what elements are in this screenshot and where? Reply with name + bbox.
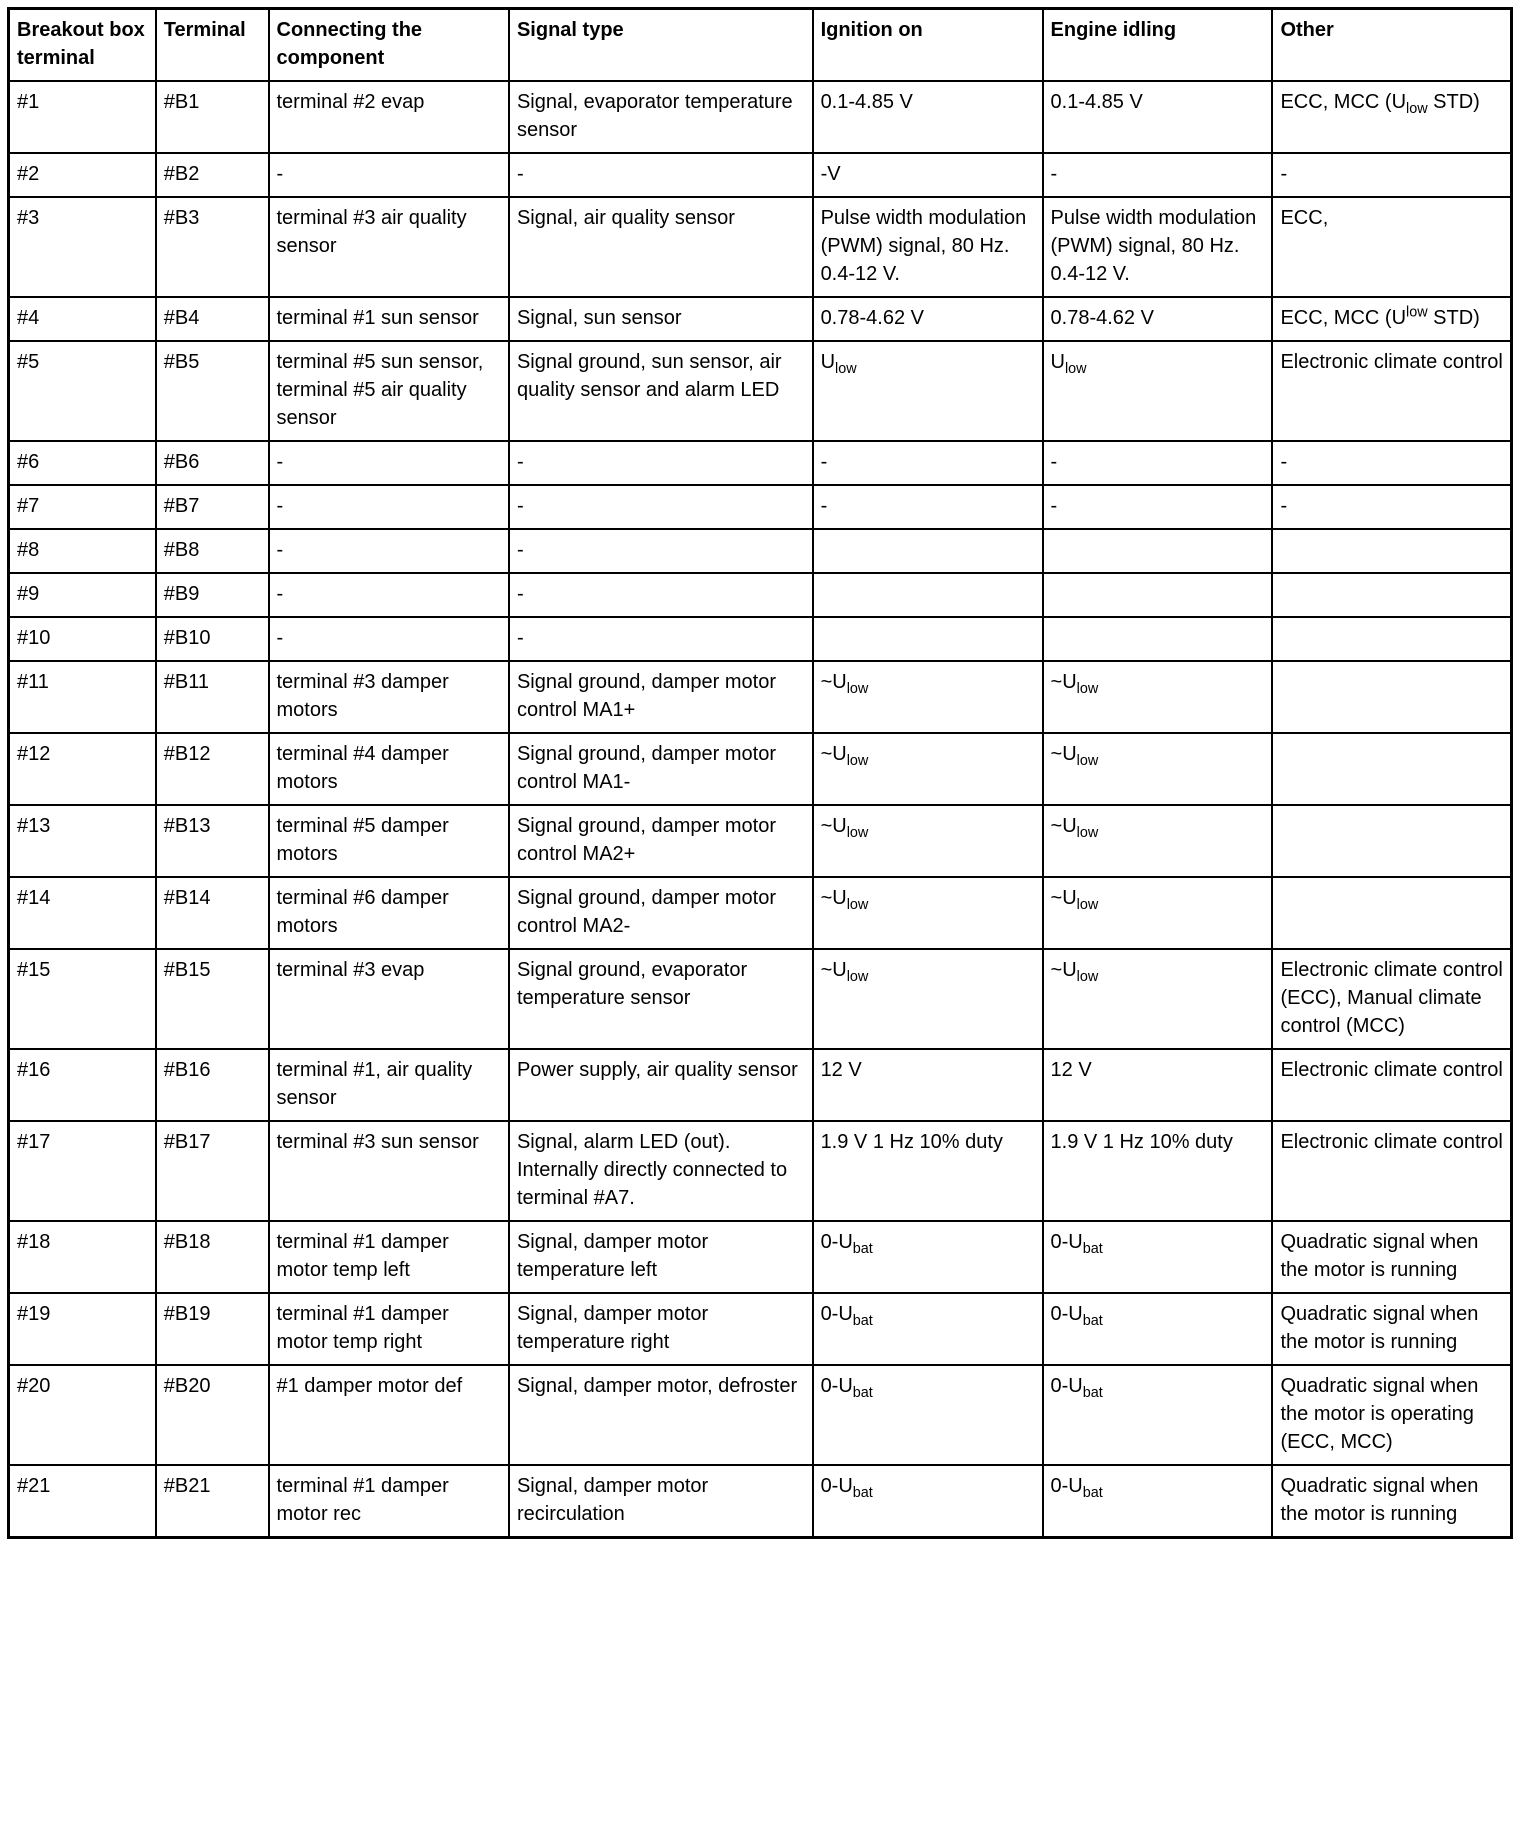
cell-terminal: #B17 [156, 1121, 269, 1221]
cell-breakout-box-terminal: #3 [9, 197, 156, 297]
cell-ignition-on: 12 V [813, 1049, 1043, 1121]
cell-other: - [1272, 153, 1511, 197]
cell-ignition-on [813, 529, 1043, 573]
cell-other: Quadratic signal when the motor is running [1272, 1293, 1511, 1365]
cell-connecting-component: terminal #1 damper motor rec [269, 1465, 509, 1538]
cell-terminal: #B21 [156, 1465, 269, 1538]
cell-connecting-component: - [269, 573, 509, 617]
cell-engine-idling: $\sim U_{low}$ [1043, 661, 1273, 733]
cell-breakout-box-terminal: #8 [9, 529, 156, 573]
cell-breakout-box-terminal: #14 [9, 877, 156, 949]
table-row [9, 1465, 1512, 1538]
table-row [9, 341, 1512, 441]
cell-ignition-on: - [813, 485, 1043, 529]
cell-connecting-component: terminal #3 evap [269, 949, 509, 1049]
cell-connecting-component: - [269, 441, 509, 485]
table-row [9, 297, 1512, 341]
cell-terminal: #B15 [156, 949, 269, 1049]
cell-ignition-on [813, 617, 1043, 661]
cell-engine-idling: $\sim U_{low}$ [1043, 949, 1273, 1049]
table-row [9, 733, 1512, 805]
cell-engine-idling [1043, 573, 1273, 617]
table-body [9, 81, 1512, 1538]
cell-other: - [1272, 441, 1511, 485]
cell-engine-idling: $\sim U_{low}$ [1043, 733, 1273, 805]
cell-connecting-component: terminal #3 damper motors [269, 661, 509, 733]
cell-engine-idling: 0.1-4.85 V [1043, 81, 1273, 153]
cell-engine-idling: Pulse width modulation (PWM) signal, 80 Hz. 0.4-12 V. [1043, 197, 1273, 297]
cell-terminal: #B16 [156, 1049, 269, 1121]
cell-connecting-component: terminal #6 damper motors [269, 877, 509, 949]
cell-terminal: #B3 [156, 197, 269, 297]
cell-breakout-box-terminal: #1 [9, 81, 156, 153]
cell-terminal: #B20 [156, 1365, 269, 1465]
cell-engine-idling: $0-U_{bat}$ [1043, 1221, 1273, 1293]
table-row [9, 81, 1512, 153]
cell-other: ECC, [1272, 197, 1511, 297]
cell-signal-type: - [509, 529, 813, 573]
cell-other: Quadratic signal when the motor is running [1272, 1465, 1511, 1538]
cell-connecting-component: terminal #4 damper motors [269, 733, 509, 805]
cell-signal-type: Signal, air quality sensor [509, 197, 813, 297]
table-row [9, 441, 1512, 485]
cell-signal-type: Signal ground, damper motor control MA2- [509, 877, 813, 949]
cell-signal-type: Power supply, air quality sensor [509, 1049, 813, 1121]
cell-ignition-on: $U_{low}$ [813, 341, 1043, 441]
cell-other: Quadratic signal when the motor is operating (ECC, MCC) [1272, 1365, 1511, 1465]
cell-breakout-box-terminal: #21 [9, 1465, 156, 1538]
table-row [9, 805, 1512, 877]
cell-connecting-component: terminal #1 damper motor temp left [269, 1221, 509, 1293]
cell-signal-type: Signal, evaporator temperature sensor [509, 81, 813, 153]
header-ignition-on: Ignition on [813, 9, 1043, 82]
cell-connecting-component: - [269, 529, 509, 573]
cell-other: ECC, MCC ($U_{low}$ STD) [1272, 81, 1511, 153]
cell-breakout-box-terminal: #15 [9, 949, 156, 1049]
cell-engine-idling [1043, 529, 1273, 573]
cell-connecting-component: terminal #2 evap [269, 81, 509, 153]
cell-ignition-on: 1.9 V 1 Hz 10% duty [813, 1121, 1043, 1221]
cell-breakout-box-terminal: #10 [9, 617, 156, 661]
cell-engine-idling: 12 V [1043, 1049, 1273, 1121]
table-row [9, 197, 1512, 297]
table-row [9, 573, 1512, 617]
header-signal-type: Signal type [509, 9, 813, 82]
cell-engine-idling: 1.9 V 1 Hz 10% duty [1043, 1121, 1273, 1221]
cell-ignition-on: - [813, 441, 1043, 485]
header-breakout-box-terminal: Breakout box terminal [9, 9, 156, 82]
header-connecting-component: Connecting the component [269, 9, 509, 82]
table-row [9, 949, 1512, 1049]
table-header [9, 9, 1512, 82]
cell-engine-idling [1043, 617, 1273, 661]
cell-other [1272, 617, 1511, 661]
cell-connecting-component: - [269, 485, 509, 529]
table-row [9, 1365, 1512, 1465]
cell-terminal: #B10 [156, 617, 269, 661]
cell-ignition-on: 0.78-4.62 V [813, 297, 1043, 341]
cell-connecting-component: terminal #5 damper motors [269, 805, 509, 877]
cell-other [1272, 733, 1511, 805]
cell-breakout-box-terminal: #2 [9, 153, 156, 197]
cell-signal-type: - [509, 153, 813, 197]
cell-breakout-box-terminal: #16 [9, 1049, 156, 1121]
cell-engine-idling: $U_{low}$ [1043, 341, 1273, 441]
cell-engine-idling: $0-U_{bat}$ [1043, 1293, 1273, 1365]
cell-terminal: #B8 [156, 529, 269, 573]
cell-other: - [1272, 485, 1511, 529]
cell-ignition-on: -V [813, 153, 1043, 197]
cell-ignition-on: 0.1-4.85 V [813, 81, 1043, 153]
cell-engine-idling: $\sim U_{low}$ [1043, 805, 1273, 877]
cell-breakout-box-terminal: #7 [9, 485, 156, 529]
cell-terminal: #B19 [156, 1293, 269, 1365]
table-row [9, 877, 1512, 949]
header-engine-idling: Engine idling [1043, 9, 1273, 82]
cell-connecting-component: terminal #3 air quality sensor [269, 197, 509, 297]
cell-ignition-on: Pulse width modulation (PWM) signal, 80 Hz. 0.4-12 V. [813, 197, 1043, 297]
cell-engine-idling: $\sim U_{low}$ [1043, 877, 1273, 949]
cell-signal-type: Signal ground, damper motor control MA2+ [509, 805, 813, 877]
breakout-box-terminal-table [7, 7, 1513, 1539]
cell-engine-idling: - [1043, 153, 1273, 197]
cell-breakout-box-terminal: #5 [9, 341, 156, 441]
header-other: Other [1272, 9, 1511, 82]
cell-signal-type: Signal ground, damper motor control MA1+ [509, 661, 813, 733]
cell-terminal: #B1 [156, 81, 269, 153]
table-row [9, 1049, 1512, 1121]
cell-ignition-on: $\sim U_{low}$ [813, 661, 1043, 733]
table-row [9, 661, 1512, 733]
cell-terminal: #B2 [156, 153, 269, 197]
cell-other [1272, 805, 1511, 877]
header-terminal: Terminal [156, 9, 269, 82]
cell-terminal: #B12 [156, 733, 269, 805]
cell-signal-type: Signal ground, damper motor control MA1- [509, 733, 813, 805]
cell-other: Quadratic signal when the motor is running [1272, 1221, 1511, 1293]
cell-ignition-on: $0-U_{bat}$ [813, 1365, 1043, 1465]
cell-signal-type: Signal, damper motor temperature left [509, 1221, 813, 1293]
cell-ignition-on: $\sim U_{low}$ [813, 949, 1043, 1049]
cell-signal-type: Signal ground, evaporator temperature sensor [509, 949, 813, 1049]
cell-signal-type: Signal, damper motor temperature right [509, 1293, 813, 1365]
cell-ignition-on: $0-U_{bat}$ [813, 1293, 1043, 1365]
cell-connecting-component: - [269, 153, 509, 197]
cell-breakout-box-terminal: #20 [9, 1365, 156, 1465]
cell-breakout-box-terminal: #13 [9, 805, 156, 877]
cell-signal-type: - [509, 441, 813, 485]
cell-breakout-box-terminal: #6 [9, 441, 156, 485]
cell-other: Electronic climate control (ECC), Manual climate control (MCC) [1272, 949, 1511, 1049]
header-row [9, 9, 1512, 82]
table-row [9, 485, 1512, 529]
cell-terminal: #B5 [156, 341, 269, 441]
cell-other [1272, 573, 1511, 617]
table-row [9, 1121, 1512, 1221]
cell-ignition-on: $\sim U_{low}$ [813, 733, 1043, 805]
cell-ignition-on: $\sim U_{low}$ [813, 805, 1043, 877]
cell-terminal: #B9 [156, 573, 269, 617]
cell-other [1272, 661, 1511, 733]
cell-signal-type: Signal, damper motor, defroster [509, 1365, 813, 1465]
cell-terminal: #B18 [156, 1221, 269, 1293]
cell-ignition-on: $0-U_{bat}$ [813, 1221, 1043, 1293]
cell-engine-idling: 0.78-4.62 V [1043, 297, 1273, 341]
cell-signal-type: - [509, 485, 813, 529]
cell-connecting-component: - [269, 617, 509, 661]
cell-signal-type: - [509, 573, 813, 617]
cell-terminal: #B6 [156, 441, 269, 485]
cell-breakout-box-terminal: #17 [9, 1121, 156, 1221]
cell-engine-idling: $0-U_{bat}$ [1043, 1365, 1273, 1465]
table-row [9, 529, 1512, 573]
cell-terminal: #B4 [156, 297, 269, 341]
cell-signal-type: Signal, alarm LED (out). Internally directly connected to terminal #A7. [509, 1121, 813, 1221]
cell-terminal: #B14 [156, 877, 269, 949]
cell-engine-idling: $0-U_{bat}$ [1043, 1465, 1273, 1538]
cell-terminal: #B13 [156, 805, 269, 877]
cell-connecting-component: terminal #1 sun sensor [269, 297, 509, 341]
cell-breakout-box-terminal: #18 [9, 1221, 156, 1293]
table-row [9, 1221, 1512, 1293]
cell-other [1272, 877, 1511, 949]
cell-connecting-component: terminal #3 sun sensor [269, 1121, 509, 1221]
cell-ignition-on [813, 573, 1043, 617]
cell-breakout-box-terminal: #4 [9, 297, 156, 341]
cell-signal-type: Signal ground, sun sensor, air quality sensor and alarm LED [509, 341, 813, 441]
cell-signal-type: Signal, sun sensor [509, 297, 813, 341]
cell-breakout-box-terminal: #19 [9, 1293, 156, 1365]
cell-terminal: #B11 [156, 661, 269, 733]
cell-breakout-box-terminal: #11 [9, 661, 156, 733]
cell-engine-idling: - [1043, 441, 1273, 485]
cell-other [1272, 529, 1511, 573]
cell-connecting-component: terminal #1, air quality sensor [269, 1049, 509, 1121]
table-row [9, 1293, 1512, 1365]
cell-ignition-on: $\sim U_{low}$ [813, 877, 1043, 949]
table-row [9, 617, 1512, 661]
cell-connecting-component: terminal #5 sun sensor, terminal #5 air quality sensor [269, 341, 509, 441]
table-row [9, 153, 1512, 197]
cell-other: ECC, MCC ($U^{low}$ STD) [1272, 297, 1511, 341]
cell-breakout-box-terminal: #12 [9, 733, 156, 805]
cell-terminal: #B7 [156, 485, 269, 529]
cell-engine-idling: - [1043, 485, 1273, 529]
cell-connecting-component: #1 damper motor def [269, 1365, 509, 1465]
cell-connecting-component: terminal #1 damper motor temp right [269, 1293, 509, 1365]
cell-signal-type: Signal, damper motor recirculation [509, 1465, 813, 1538]
cell-other: Electronic climate control [1272, 1121, 1511, 1221]
cell-other: Electronic climate control [1272, 1049, 1511, 1121]
cell-ignition-on: $0-U_{bat}$ [813, 1465, 1043, 1538]
cell-signal-type: - [509, 617, 813, 661]
cell-other: Electronic climate control [1272, 341, 1511, 441]
cell-breakout-box-terminal: #9 [9, 573, 156, 617]
